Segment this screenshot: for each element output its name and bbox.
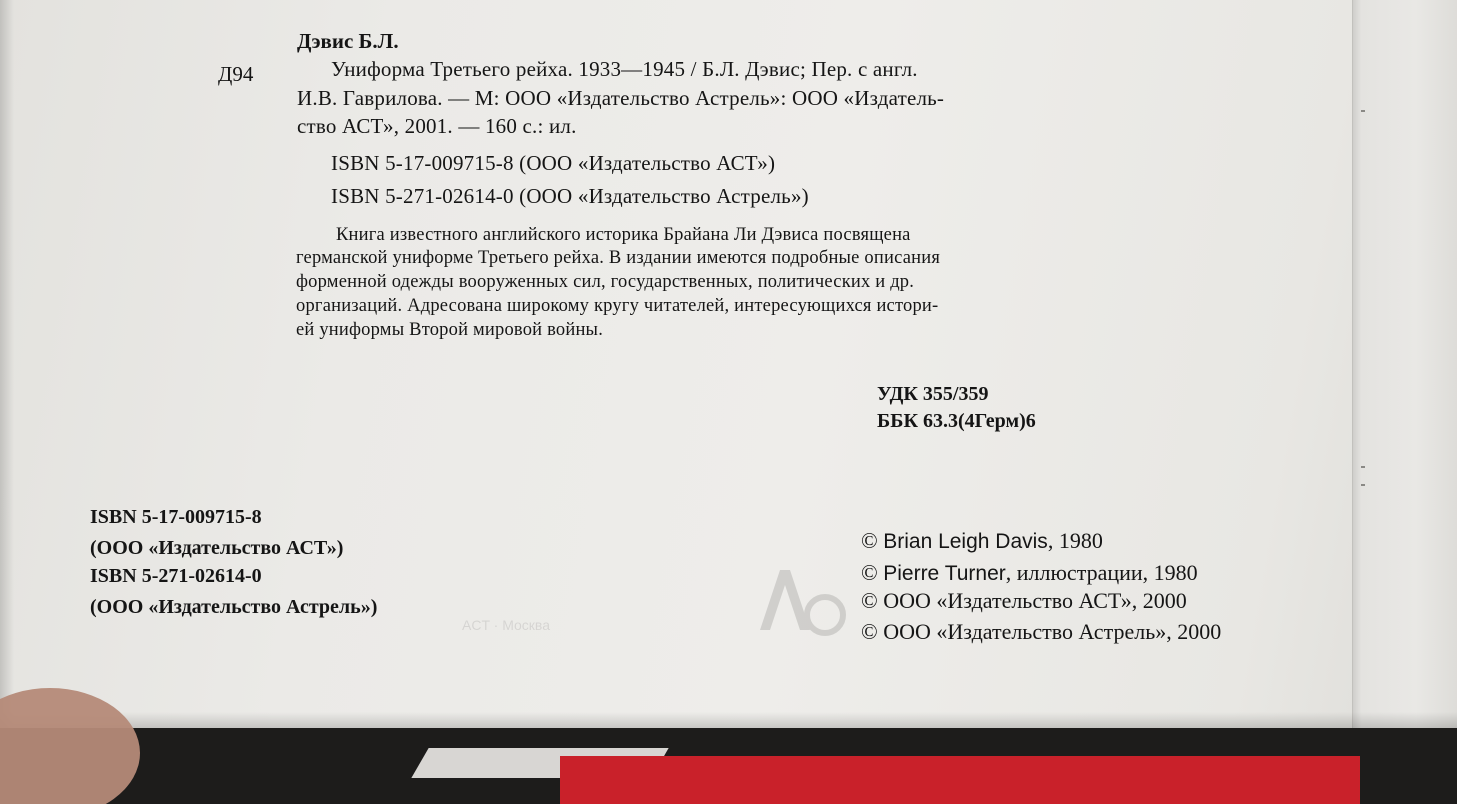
annotation-line: германской униформе Третьего рейха. В издании имеются подробные описания bbox=[296, 248, 941, 268]
isbn-block-line: (ООО «Издательство Астрель») bbox=[90, 596, 378, 618]
copyright-line bbox=[861, 530, 1103, 552]
copyright-year: , 1980 bbox=[1047, 528, 1103, 553]
copyright-holder: ООО «Издательство Астрель», 2000 bbox=[883, 619, 1222, 644]
copyright-symbol: © bbox=[861, 588, 878, 613]
author-heading: Дэвис Б.Л. bbox=[297, 29, 399, 53]
copyright-symbol: © bbox=[861, 528, 878, 553]
catalog-code: Д94 bbox=[218, 62, 254, 86]
annotation-line: организаций. Адресована широкому кругу читателей, интересующихся истори- bbox=[296, 296, 939, 316]
finger bbox=[0, 688, 140, 804]
isbn-line: ISBN 5-17-009715-8 (ООО «Издательство АСТ») bbox=[331, 151, 776, 175]
copyright-line bbox=[861, 590, 1187, 612]
isbn-block-line: ISBN 5-271-02614-0 bbox=[90, 565, 262, 587]
udk-code: УДК 355/359 bbox=[877, 383, 989, 405]
watermark-text: ACT · Москва bbox=[462, 617, 550, 633]
copyright-symbol: © bbox=[861, 619, 878, 644]
bibliographic-line: Униформа Третьего рейха. 1933—1945 / Б.Л. Дэвис; Пер. с англ. bbox=[331, 57, 918, 81]
page-fold bbox=[1352, 0, 1457, 770]
annotation-line: ей униформы Второй мировой войны. bbox=[296, 320, 604, 340]
bbk-code: ББК 63.3(4Герм)6 bbox=[877, 410, 1036, 432]
bibliographic-line: ство АСТ», 2001. — 160 с.: ил. bbox=[297, 114, 577, 138]
copyright-detail: , иллюстрации, 1980 bbox=[1005, 560, 1198, 585]
annotation-line: форменной одежды вооруженных сил, государственных, политических и др. bbox=[296, 272, 915, 292]
page-left-shadow bbox=[0, 0, 14, 730]
copyright-holder: Brian Leigh Davis bbox=[883, 530, 1048, 553]
bibliographic-line: И.В. Гаврилова. — М: ООО «Издательство Астрель»: ООО «Издатель- bbox=[297, 86, 945, 110]
copyright-symbol: © bbox=[861, 560, 878, 585]
isbn-block-line: ISBN 5-17-009715-8 bbox=[90, 506, 262, 528]
isbn-line: ISBN 5-271-02614-0 (ООО «Издательство Астрель») bbox=[331, 184, 809, 208]
isbn-block-line: (ООО «Издательство АСТ») bbox=[90, 537, 344, 559]
copyright-holder: Pierre Turner bbox=[883, 562, 1006, 585]
fold-mark bbox=[1361, 110, 1365, 112]
annotation-line: Книга известного английского историка Брайана Ли Дэвиса посвящена bbox=[336, 225, 911, 245]
copyright-holder: ООО «Издательство АСТ», 2000 bbox=[883, 588, 1187, 613]
copyright-line bbox=[861, 562, 1198, 584]
publisher-watermark-logo bbox=[740, 560, 850, 650]
fold-mark bbox=[1361, 484, 1365, 486]
copyright-line bbox=[861, 621, 1221, 643]
fold-mark bbox=[1361, 466, 1365, 468]
cover-red-band bbox=[560, 756, 1360, 804]
